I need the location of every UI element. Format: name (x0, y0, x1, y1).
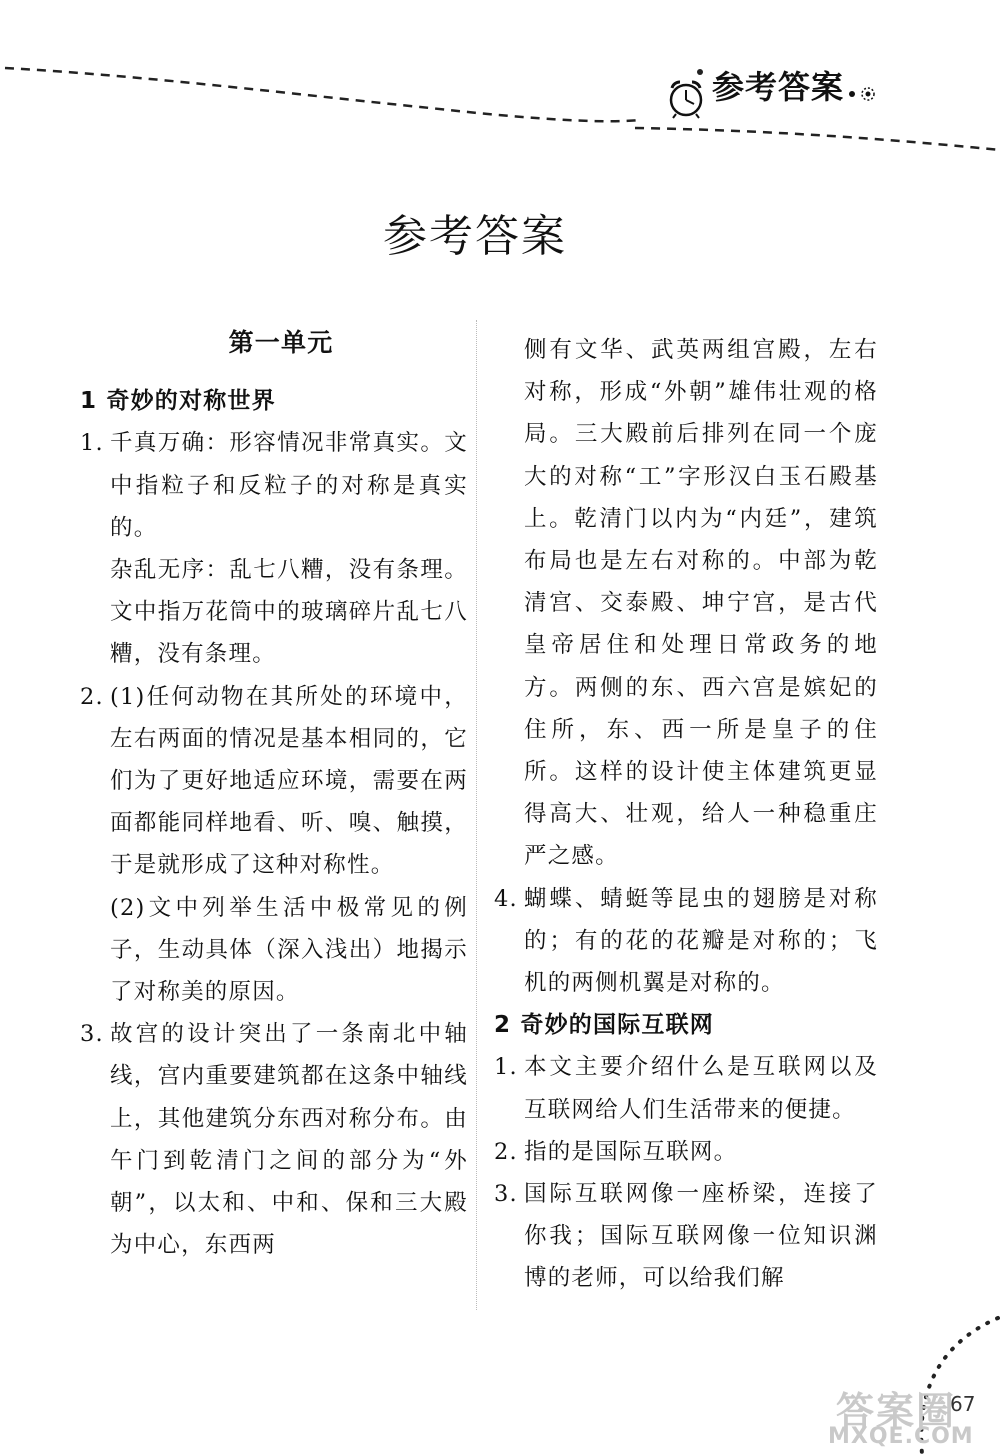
answer-text: 蝴蝶、蜻蜓等昆虫的翅膀是对称的；有的花的花瓣是对称的；飞机的两侧机翼是对称的。 (524, 885, 878, 997)
item-number: 4. (494, 885, 518, 912)
item-number: 3. (80, 1021, 104, 1048)
answer-text: 国际互联网像一座桥梁，连接了你我；国际互联网像一位知识渊博的老师，可以给我们解 (524, 1181, 878, 1292)
item-number: 2. (80, 683, 104, 710)
column-divider (476, 320, 477, 1310)
answer-text: (2)文中列举生活中极常见的例子，生动具体（深入浅出）地揭示了对称美的原因。 (110, 894, 468, 1006)
answer-item (494, 1131, 878, 1173)
answer-text: 本文主要介绍什么是互联网以及互联网给人们生活带来的便捷。 (524, 1054, 878, 1123)
item-number: 1. (494, 1054, 518, 1081)
watermark (826, 1380, 996, 1452)
answer-text: 故宫的设计突出了一条南北中轴线，宫内重要建筑都在这条中轴线上，其他建筑分东西对称分布。由午门到乾清门之间的部分为“外朝”，以太和、中和、保和三大殿为中心，东西两 (110, 1021, 468, 1259)
answer-text-continued: 侧有文华、武英两组宫殿，左右对称，形成“外朝”雄伟壮观的格局。三大殿前后排列在同一个庞大的对称“工”字形汉白玉石殿基上。乾清门以内为“内廷”，建筑布局也是左右对称的。中部为乾清宫、交泰殿、坤宁宫，是古代皇帝居住和处理日常政务的地方。两侧的东、西六宫是嫔妃的住所，东、西一所是皇子的住所。这样的设计使主体建筑更显得高大、壮观，给人一种稳重庄严之感。 (524, 337, 878, 870)
answer-text: 千真万确：形容情况非常真实。文中指粒子和反粒子的对称是真实的。 (110, 430, 468, 541)
left-column (80, 310, 468, 1266)
answer-item (494, 1173, 878, 1300)
right-column (494, 329, 878, 1300)
item-number: 1. (80, 430, 104, 457)
answer-item (80, 676, 468, 1014)
answer-item (80, 1013, 468, 1266)
answer-text: 杂乱无序：乱七八糟，没有条理。文中指万花筒中的玻璃碎片乱七八糟，没有条理。 (110, 557, 468, 668)
header-dots (846, 84, 886, 104)
alarm-clock-icon (664, 76, 708, 120)
answer-text: 指的是国际互联网。 (524, 1138, 738, 1165)
page-title: 参考答案 (383, 211, 567, 262)
item-number: 2. (494, 1138, 518, 1165)
header-label: 参考答案 (712, 68, 845, 106)
answer-item (494, 1046, 878, 1130)
unit-title: 第一单元 (228, 328, 334, 357)
answer-item (494, 878, 878, 1005)
section-title: 2 奇妙的国际互联网 (494, 1012, 715, 1039)
section-title: 1 奇妙的对称世界 (80, 388, 276, 415)
answer-text: (1)任何动物在其所处的环境中，左右两面的情况是基本相同的，它们为了更好地适应环境，需要在两面都能同样地看、听、嗅、触摸，于是就形成了这种对称性。 (110, 683, 468, 879)
watermark-top-text: 答案圈 (836, 1389, 957, 1433)
page-number: 67 (950, 1392, 976, 1416)
answer-item (80, 422, 468, 675)
watermark-bottom-text: MXQE.COM (828, 1424, 974, 1449)
item-number: 3. (494, 1181, 518, 1208)
